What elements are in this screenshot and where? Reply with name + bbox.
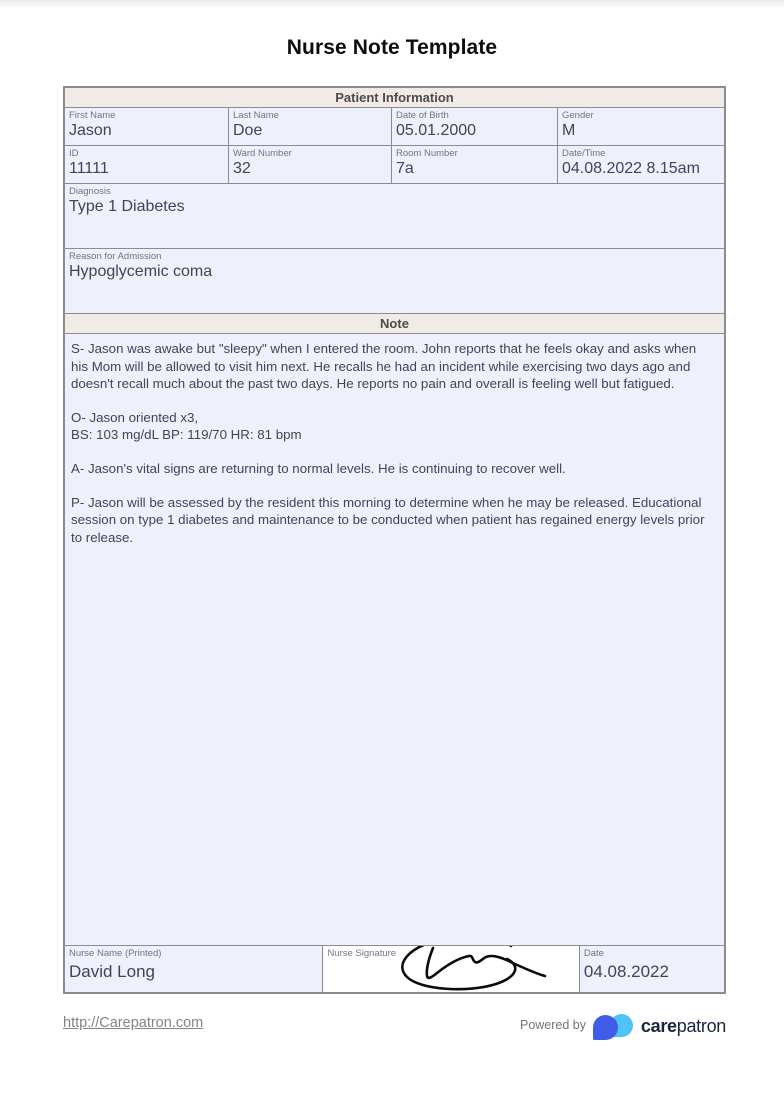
- field-date-time[interactable]: [558, 146, 724, 183]
- field-value: 11111: [69, 160, 109, 177]
- note-body-textarea[interactable]: [65, 334, 724, 946]
- carepatron-website-link[interactable]: http://Carepatron.com: [63, 1015, 204, 1031]
- powered-by-label: Powered by: [519, 1018, 586, 1032]
- note-paragraph-subjective: S- Jason was awake but "sleepy" when I entered the room. John reports that he feels okay and asks when his Mom will be allowed to visit him next. He recalls he had an incident while exercising two days ago and doesn't recall much about the past two days. He reports no pain and overall is feeling well but fatigued.: [71, 341, 697, 392]
- field-last-name[interactable]: [229, 108, 392, 145]
- field-first-name[interactable]: [65, 108, 229, 145]
- field-reason-for-admission[interactable]: [65, 249, 724, 313]
- note-paragraph-plan: P- Jason will be assessed by the resident this morning to determine when he may be released. Educational session on type 1 diabetes and maintenance to be conducted when patient has regained energy levels prior to release.: [71, 494, 705, 545]
- note-header: Note: [65, 314, 724, 334]
- field-value: M: [562, 122, 576, 139]
- field-label: First Name: [69, 110, 116, 121]
- nurse-note-form: [63, 86, 726, 994]
- signature-row: [65, 946, 724, 992]
- field-value: 05.01.2000: [396, 122, 477, 139]
- field-label: Date/Time: [562, 148, 606, 159]
- field-label: Diagnosis: [69, 186, 111, 197]
- patient-info-row-1: [65, 108, 724, 146]
- field-value: Hypoglycemic coma: [69, 263, 213, 280]
- field-nurse-name[interactable]: [65, 946, 323, 992]
- carepatron-logo: [593, 1013, 726, 1039]
- field-label: Date: [583, 948, 604, 959]
- field-diagnosis[interactable]: [65, 184, 724, 248]
- field-value: 04.08.2022 8.15am: [562, 160, 700, 177]
- diagnosis-row: [65, 184, 724, 249]
- field-label: ID: [69, 148, 79, 159]
- field-gender[interactable]: [558, 108, 724, 145]
- field-label: Gender: [562, 110, 594, 121]
- note-paragraph-objective: O- Jason oriented x3,: [71, 409, 199, 425]
- field-signature-date[interactable]: [580, 946, 724, 992]
- wordmark-bold: care: [640, 1015, 677, 1036]
- field-value: 04.08.2022: [583, 962, 669, 981]
- field-value: David Long: [69, 962, 156, 981]
- field-date-of-birth[interactable]: [392, 108, 558, 145]
- page-footer: [63, 1013, 726, 1045]
- field-ward-number[interactable]: [229, 146, 392, 183]
- field-value: 32: [233, 160, 251, 177]
- carepatron-wordmark: [641, 1016, 726, 1037]
- page-title: Nurse Note Template: [286, 36, 498, 59]
- field-label: Nurse Name (Printed): [69, 948, 162, 959]
- field-label: Ward Number: [233, 148, 292, 159]
- note-paragraph-vitals: BS: 103 mg/dL BP: 119/70 HR: 81 bpm: [71, 427, 302, 443]
- field-value: Type 1 Diabetes: [69, 198, 185, 215]
- carepatron-logo-mark-icon: [593, 1013, 635, 1039]
- patient-info-row-2: [65, 146, 724, 184]
- patient-information-header: Patient Information: [65, 88, 724, 108]
- note-paragraph-assessment: A- Jason's vital signs are returning to normal levels. He is continuing to recover well.: [71, 460, 566, 476]
- field-id[interactable]: [65, 146, 229, 183]
- field-value: Doe: [233, 122, 263, 139]
- field-label: Reason for Admission: [69, 251, 162, 262]
- field-label: Nurse Signature: [327, 948, 397, 959]
- field-room-number[interactable]: [392, 146, 558, 183]
- logo-shape-blue: [593, 1015, 618, 1040]
- field-nurse-signature[interactable]: [323, 946, 579, 992]
- field-value: 7a: [396, 160, 414, 177]
- wordmark-light: patron: [676, 1015, 726, 1036]
- field-label: Date of Birth: [396, 110, 449, 121]
- reason-for-admission-row: [65, 249, 724, 314]
- field-label: Last Name: [233, 110, 279, 121]
- field-label: Room Number: [396, 148, 458, 159]
- field-value: Jason: [69, 122, 112, 139]
